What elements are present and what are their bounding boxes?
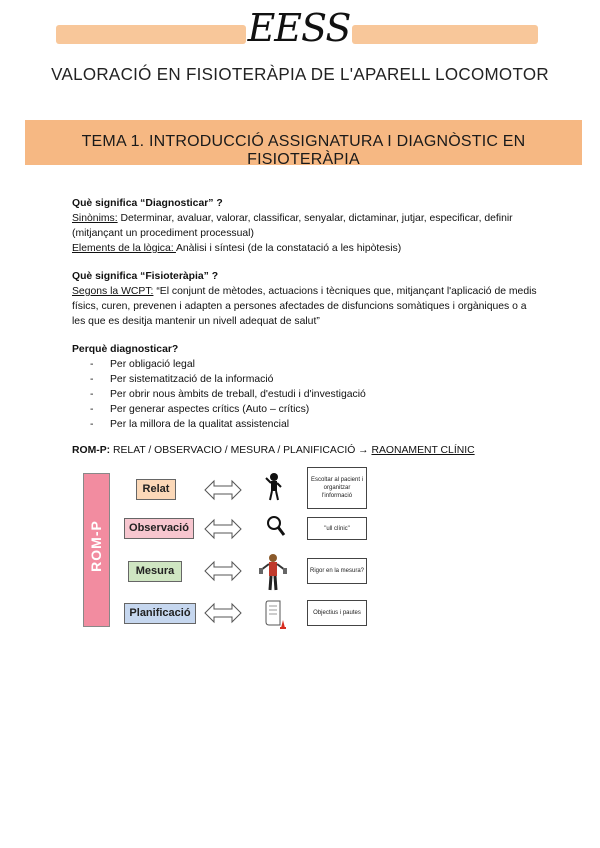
section-fisioterapia	[72, 269, 542, 329]
note-planificacio: Objectius i pautes	[307, 600, 367, 626]
logic-label: Elements de la lògica:	[72, 243, 176, 254]
romp-vertical-box	[83, 473, 110, 627]
romp-bold-label: ROM-P:	[72, 445, 111, 456]
topic-title: TEMA 1. INTRODUCCIÓ ASSIGNATURA I DIAGNÒSTIC EN FISIOTERÀPIA	[81, 133, 526, 168]
scroll-planning-icon	[264, 598, 288, 630]
document-subtitle: VALORACIÓ EN FISIOTERÀPIA DE L'APARELL LOCOMOTOR	[51, 64, 549, 85]
header-accent-bar-left	[56, 25, 246, 44]
section-perque	[72, 342, 542, 432]
magnifying-glass-icon	[266, 515, 286, 537]
step-mesura: Mesura	[128, 561, 182, 582]
romp-summary	[72, 445, 475, 456]
listening-figure-icon	[264, 472, 284, 502]
double-arrow-icon	[204, 479, 242, 501]
romp-result: RAONAMENT CLÍNIC	[371, 445, 475, 456]
question-perque: Perquè diagnosticar?	[72, 344, 179, 355]
header-accent-bar-right	[352, 25, 538, 44]
logo: EESS	[247, 6, 351, 50]
reasons-list	[72, 357, 542, 432]
question-fisioterapia: Què significa “Fisioteràpia” ?	[72, 271, 219, 282]
wcpt-label: Segons la WCPT:	[72, 286, 154, 297]
romp-box-label: ROM-P	[88, 520, 104, 572]
note-mesura: Rigor en la mesura?	[307, 558, 367, 584]
logic-text: Anàlisi i síntesi (de la constatació a les hipòtesis)	[175, 243, 402, 254]
synonyms-label: Sinònims:	[72, 213, 118, 224]
list-item: - Per obligació legal	[72, 357, 542, 372]
question-diagnosticar: Què significa “Diagnosticar” ?	[72, 198, 223, 209]
step-planificacio: Planificació	[124, 603, 196, 624]
list-item: - Per generar aspectes crítics (Auto – crítics)	[72, 402, 542, 417]
list-item: - Per sistematització de la informació	[72, 372, 542, 387]
logic-paragraph	[72, 241, 542, 256]
romp-steps-text: RELAT / OBSERVACIO / MESURA / PLANIFICACIÓ →	[110, 445, 372, 456]
wcpt-paragraph	[72, 284, 542, 329]
double-arrow-icon	[204, 602, 242, 624]
topic-band	[25, 120, 582, 168]
note-relat: Escoltar al pacient i organitzar l'informació	[307, 467, 367, 509]
list-item: - Per obrir nous àmbits de treball, d'estudi i d'investigació	[72, 387, 542, 402]
note-observacio: "ull clínic"	[307, 517, 367, 540]
measuring-person-icon	[258, 552, 288, 592]
section-diagnosticar	[72, 196, 542, 256]
synonyms-paragraph	[72, 211, 542, 241]
double-arrow-icon	[204, 518, 242, 540]
double-arrow-icon	[204, 560, 242, 582]
list-item: - Per la millora de la qualitat assistencial	[72, 417, 542, 432]
step-relat: Relat	[136, 479, 176, 500]
synonyms-text: Determinar, avaluar, valorar, classificar, senyalar, dictaminar, jutjar, especificar, definir (mitjançant un procediment processual)	[72, 213, 513, 239]
step-observacio: Observació	[124, 518, 194, 539]
wcpt-quote: “El conjunt de mètodes, actuacions i tècniques que, mitjançant l'aplicació de medis físics, curen, prevenen i adapten a persones afectades de disfuncions somàtiques i orgàniques o a les que es desitja mantenir un nivell adequat de salut”	[72, 286, 537, 327]
